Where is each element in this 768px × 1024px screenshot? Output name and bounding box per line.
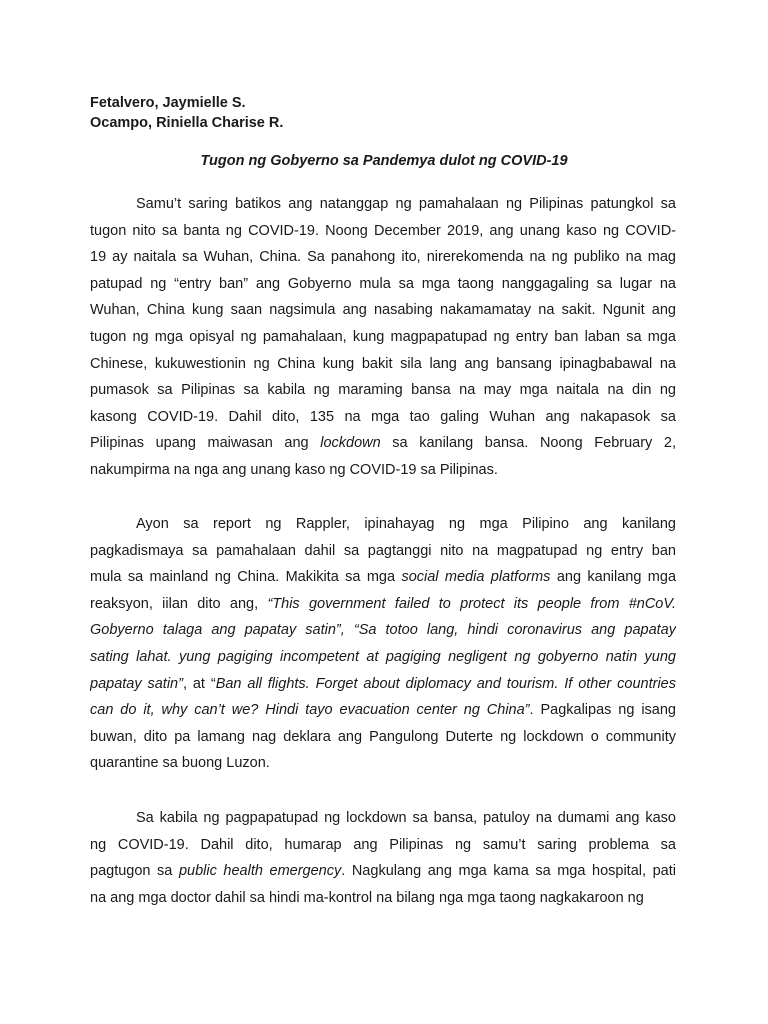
author-name-1: Fetalvero, Jaymielle S. [90, 95, 246, 111]
text-run: , at “ [182, 675, 216, 692]
paragraph-2 [90, 511, 676, 777]
text-run: Chinese, kukuwestionin ng China kung bakit sila lang ang bansang ipinagbabawal na [90, 355, 676, 372]
text-run: buwan, dito pa lamang nag deklara ang Pangulong Duterte ng lockdown o community [90, 728, 676, 745]
text-run: sa kanilang bansa. Noong February 2, [380, 435, 676, 452]
text-line [90, 671, 676, 698]
text-line [90, 324, 676, 351]
italic-text: papatay satin” [90, 675, 183, 692]
italic-text: public health emergency [178, 863, 342, 880]
text-run: na ang mga doctor dahil sa hindi ma-kontrol na bilang nga mga taong nagkakaroon ng [90, 889, 644, 906]
text-line [90, 750, 676, 777]
text-run: tugon ng mga opisyal ng pamahalaan, kung magpapatupad ng entry ban laban sa mga [90, 328, 676, 345]
text-run: patupad ng “entry ban” ang Gobyerno mula sa mga taong nanggagaling sa lugar na [90, 275, 676, 292]
text-line [90, 885, 676, 912]
italic-text: can do it, why can’t we? Hindi tayo evacuation center ng China” [90, 702, 530, 719]
text-run: mula sa mainland ng China. Makikita sa mga [90, 569, 402, 586]
text-run: Wuhan, China kung saan nagsimula ang nasabing nakamamatay na sakit. Ngunit ang [90, 302, 676, 319]
text-line [90, 457, 676, 484]
paragraph-3 [90, 805, 676, 911]
text-line [90, 697, 676, 724]
italic-text: social media platforms [401, 569, 551, 586]
author-name-2: Ocampo, Riniella Charise R. [90, 115, 284, 131]
text-run: quarantine sa buong Luzon. [90, 755, 270, 772]
text-line [90, 297, 676, 324]
text-run: Pilipinas upang maiwasan ang [90, 435, 321, 452]
text-run: Sa kabila ng pagpapatupad ng lockdown sa bansa, patuloy na dumami ang kaso [136, 810, 676, 826]
text-line [90, 218, 676, 245]
text-run: pumasok sa Pilipinas sa kabila ng maraming bansa na may mga naitala na din ng [90, 382, 676, 399]
text-line [90, 564, 676, 591]
text-run: 19 ay naitala sa Wuhan, China. Sa panahong ito, nirerekomenda na ng publiko na mag [90, 249, 676, 266]
text-run: pagkadismaya sa pamahalaan dahil sa pagtanggi nito na magpatupad ng entry ban [90, 542, 676, 559]
text-run: pagtugon sa [90, 863, 179, 880]
text-line [90, 832, 676, 859]
document-title: Tugon ng Gobyerno sa Pandemya dulot ng COVID-19 [200, 153, 568, 169]
italic-text: sating lahat. yung pagiging incompetent at pagiging negligent ng gobyerno natin yung [90, 648, 676, 665]
text-run: nakumpirma na nga ang unang kaso ng COVID-19 sa Pilipinas. [90, 461, 498, 478]
text-line [90, 805, 676, 832]
text-line [90, 191, 676, 218]
italic-text: Gobyerno talaga ang papatay satin”, “Sa totoo lang, hindi coronavirus ang papatay [90, 622, 676, 639]
text-line [90, 724, 676, 751]
text-line [90, 511, 676, 538]
italic-text: lockdown [320, 435, 381, 452]
text-line [90, 617, 676, 644]
text-line [90, 377, 676, 404]
paragraph-1 [90, 191, 676, 484]
text-line [90, 430, 676, 457]
text-line [90, 271, 676, 298]
author-list [90, 93, 283, 133]
text-run: reaksyon, iilan dito ang, [90, 595, 268, 612]
text-line [90, 244, 676, 271]
text-line [90, 351, 676, 378]
text-run: ng COVID-19. Dahil dito, humarap ang Pilipinas ng samu’t saring problema sa [90, 836, 676, 853]
text-run: . Pagkalipas ng isang [529, 702, 676, 719]
text-line [90, 644, 676, 671]
text-run: Samu’t saring batikos ang natanggap ng pamahalaan ng Pilipinas patungkol sa [136, 196, 676, 212]
text-line [90, 538, 676, 565]
text-run: . Nagkulang ang mga kama sa mga hospital, pati [341, 863, 676, 880]
text-line [90, 858, 676, 885]
text-run: tugon nito sa banta ng COVID-19. Noong December 2019, ang unang kaso ng COVID- [90, 222, 676, 239]
italic-text: Ban all flights. Forget about diplomacy and tourism. If other countries [215, 675, 676, 692]
text-run: Ayon sa report ng Rappler, ipinahayag ng mga Pilipino ang kanilang [136, 516, 676, 532]
text-line [90, 404, 676, 431]
italic-text: “This government failed to protect its people from #nCoV. [267, 595, 676, 612]
text-line [90, 591, 676, 618]
text-run: kasong COVID-19. Dahil dito, 135 na mga tao galing Wuhan ang nakapasok sa [90, 408, 676, 425]
text-run: ang kanilang mga [550, 569, 676, 586]
